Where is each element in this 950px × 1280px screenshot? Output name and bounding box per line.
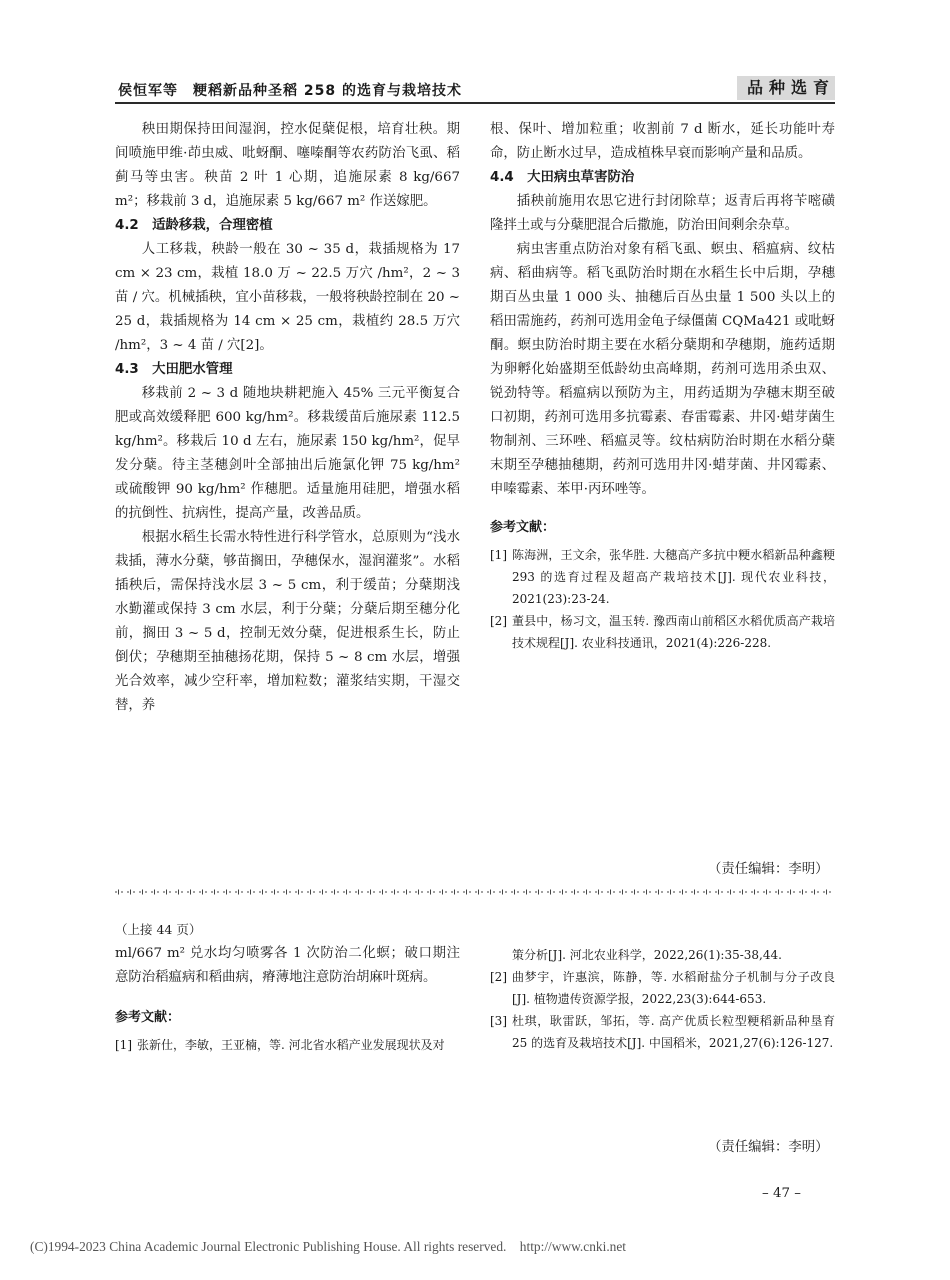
paragraph: 移栽前 2 ~ 3 d 随地块耕耙施入 45% 三元平衡复合肥或高效缓释肥 600 kg/hm²。移栽缓苗后施尿素 112.5 kg/hm²。移栽后 10 d 左右，施尿素 150 kg/hm²，促早发分蘖。待主茎穗剑叶全部抽出后施氯化钾 75 kg/hm² 或硫酸钾 90 kg/hm² 作穗肥。适量施用硅肥，增强水稻的抗倒性、抗病性，提高产量，改善品质。 (115, 386, 460, 521)
bottom-right-column (490, 944, 835, 1054)
paragraph: 病虫害重点防治对象有稻飞虱、螟虫、稻瘟病、纹枯病、稻曲病等。稻飞虱防治时期在水稻生长中后期，孕穗期百丛虫量 1 000 头、抽穗后百丛虫量 1 500 头以上的稻田需施药，药剂可选用金龟子绿僵菌 CQMa421 或吡蚜酮。螟虫防治时期主要在水稻分蘖期和孕穗期，施药适期为卵孵化始盛期至低龄幼虫高峰期，药剂可选用杀虫双、锐劲特等。稻瘟病以预防为主，用药适期为孕穗末期至破口初期，药剂可选用多抗霉素、春雷霉素、井冈·蜡芽菌生物制剂、三环唑、稻瘟灵等。纹枯病防治时期在水稻分蘖末期至孕穗抽穗期，药剂可选用井冈·蜡芽菌、井冈霉素、申嗪霉素、苯甲·丙环唑等。 (490, 242, 835, 497)
section-tab: 品种选育 (737, 76, 835, 100)
reference-item (490, 966, 835, 1010)
section-heading-4-3: 4.3 大田肥水管理 (115, 362, 233, 377)
section-heading-4-2: 4.2 适龄移栽，合理密植 (115, 218, 273, 233)
reference-text: 杜琪，耿雷跃，邹拓，等. 高产优质长粒型粳稻新品种垦育 25 的选育及栽培技术[J]. 中国稻米，2021,27(6):126-127. (512, 1014, 835, 1050)
paragraph: 人工移栽，秧龄一般在 30 ~ 35 d，栽插规格为 17 cm × 23 cm，栽植 18.0 万 ~ 22.5 万穴 /hm²，2 ~ 3 苗 / 穴。机械插秧，宜小苗移栽，一般将秧龄控制在 20 ~ 25 d，栽插规格为 14 cm × 25 cm，栽植约 28.5 万穴 /hm²，3 ~ 4 苗 / 穴[2]。 (115, 242, 460, 353)
reference-text: 陈海洲，王文余，张华胜. 大穗高产多抗中粳水稻新品种鑫粳 293 的选育过程及超高产栽培技术[J]. 现代农业科技，2021(23):23-24. (512, 548, 835, 606)
editor-credit: （责任编辑：李明） (708, 1140, 829, 1155)
section-divider (115, 889, 835, 895)
references-title: 参考文献： (115, 1010, 181, 1025)
reference-number: [2] (490, 614, 507, 628)
continued-note: （上接 44 页） (115, 922, 202, 937)
paragraph: 根、保叶、增加粒重；收割前 7 d 断水，延长功能叶寿命，防止断水过早，造成植株早衰而影响产量和品质。 (490, 122, 835, 161)
reference-text: 策分析[J]. 河北农业科学，2022,26(1):35-38,44. (512, 948, 782, 962)
reference-number: [2] (490, 970, 507, 984)
reference-list (490, 944, 835, 1054)
page-header (115, 76, 835, 104)
paragraph: 秧田期保持田间湿润，控水促蘖促根，培育壮秧。期间喷施甲维·茚虫威、吡蚜酮、噻嗪酮等农药防治飞虱、稻蓟马等虫害。秧苗 2 叶 1 心期，追施尿素 8 kg/667 m²；移栽前 3 d，追施尿素 5 kg/667 m² 作送嫁肥。 (115, 122, 460, 209)
top-right-column (490, 118, 835, 654)
reference-item (115, 1034, 460, 1056)
reference-item (490, 944, 835, 966)
reference-item (490, 1010, 835, 1054)
page-number: – 47 – (762, 1186, 801, 1201)
reference-text: 曲梦宇，许惠滨，陈静，等. 水稻耐盐分子机制与分子改良[J]. 植物遗传资源学报，2022,23(3):644-653. (512, 970, 835, 1006)
section-heading-4-4: 4.4 大田病虫草害防治 (490, 170, 635, 185)
top-left-column (115, 118, 460, 718)
reference-list (490, 544, 835, 654)
paragraph: 根据水稻生长需水特性进行科学管水，总原则为“浅水栽插，薄水分蘖，够苗搁田，孕穗保水，湿润灌浆”。水稻插秧后，需保持浅水层 3 ~ 5 cm，利于缓苗；分蘖期浅水勤灌或保持 3 cm 水层，利于分蘖；分蘖后期至穗分化前，搁田 3 ~ 5 d，控制无效分蘖，促进根系生长，防止倒伏；孕穗期至抽穗扬花期，保持 5 ~ 8 cm 水层，增强光合效率，减少空秆率，增加粒数；灌浆结实期，干湿交替，养 (115, 530, 460, 713)
copyright-notice: (C)1994-2023 China Academic Journal Electronic Publishing House. All rights reserved. http://www.cnki.net (30, 1239, 627, 1254)
paragraph: ml/667 m² 兑水均匀喷雾各 1 次防治二化螟；破口期注意防治稻瘟病和稻曲病，瘠薄地注意防治胡麻叶斑病。 (115, 946, 460, 985)
editor-credit: （责任编辑：李明） (708, 862, 829, 877)
reference-number: [1] (490, 548, 507, 562)
reference-text: 张新仕，李敏，王亚楠，等. 河北省水稻产业发展现状及对 (137, 1038, 445, 1052)
reference-item (490, 610, 835, 654)
reference-number: [3] (490, 1014, 507, 1028)
reference-list (115, 1034, 460, 1056)
paragraph: 插秧前施用农思它进行封闭除草；返青后再将苄嘧磺隆拌土或与分蘖肥混合后撒施，防治田间剩余杂草。 (490, 194, 835, 233)
references-title: 参考文献： (490, 520, 556, 535)
reference-text: 董县中，杨习文，温玉转. 豫西南山前稻区水稻优质高产栽培技术规程[J]. 农业科技通讯，2021(4):226-228. (512, 614, 835, 650)
reference-item (490, 544, 835, 610)
running-head: 侯恒军等 粳稻新品种圣稻 258 的选育与栽培技术 (118, 83, 462, 99)
bottom-left-column (115, 918, 460, 1056)
reference-number: [1] (115, 1038, 132, 1052)
